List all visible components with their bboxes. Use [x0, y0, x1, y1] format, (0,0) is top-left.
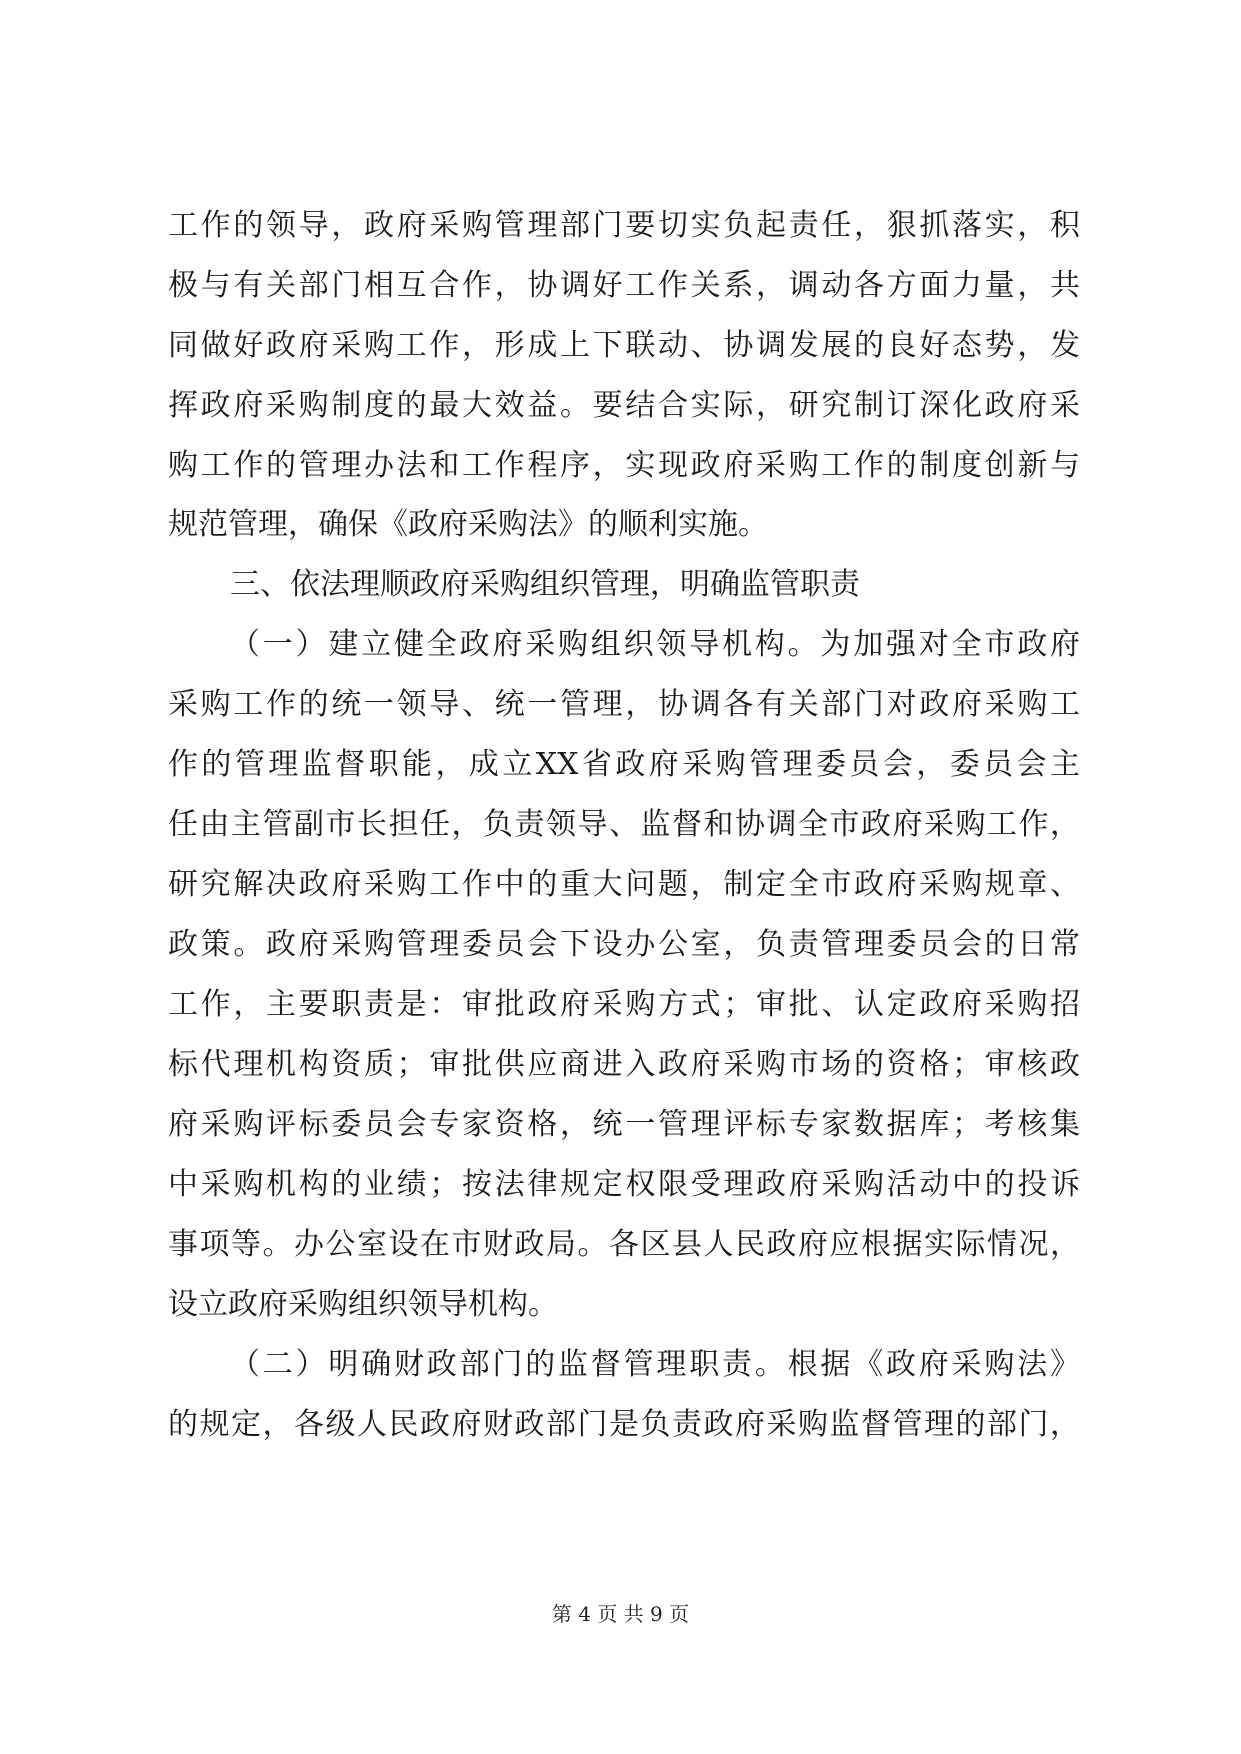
text-line: 极与有关部门相互合作，协调好工作关系，调动各方面力量，共	[168, 268, 1080, 303]
text-line: 购工作的管理办法和工作程序，实现政府采购工作的制度创新与	[168, 448, 1080, 483]
text-line: 府采购评标委员会专家资格，统一管理评标专家数据库；考核集	[168, 1107, 1080, 1142]
page-number-footer: 第 4 页 共 9 页	[551, 1602, 690, 1626]
text-line: 规范管理，确保《政府采购法》的顺利实施。	[168, 507, 768, 542]
text-line: 任由主管副市长担任，负责领导、监督和协调全市政府采购工作，	[168, 807, 1080, 842]
text-line: 设立政府采购组织领导机构。	[168, 1287, 558, 1322]
text-line: 中采购机构的业绩；按法律规定权限受理政府采购活动中的投诉	[168, 1167, 1080, 1202]
section-heading: 三、依法理顺政府采购组织管理，明确监管职责	[230, 567, 860, 602]
text-line: 作的管理监督职能，成立XX省政府采购管理委员会，委员会主	[168, 747, 1080, 782]
text-line: 研究解决政府采购工作中的重大问题，制定全市政府采购规章、	[168, 867, 1080, 902]
text-line: 的规定，各级人民政府财政部门是负责政府采购监督管理的部门，	[168, 1407, 1080, 1442]
text-line: 挥政府采购制度的最大效益。要结合实际，研究制订深化政府采	[168, 388, 1080, 423]
text-line: （二）明确财政部门的监督管理职责。根据《政府采购法》	[230, 1347, 1080, 1382]
text-line: 同做好政府采购工作，形成上下联动、协调发展的良好态势，发	[168, 328, 1080, 363]
text-line: 政策。政府采购管理委员会下设办公室，负责管理委员会的日常	[168, 927, 1080, 962]
text-line: 采购工作的统一领导、统一管理，协调各有关部门对政府采购工	[168, 687, 1080, 722]
text-line: 事项等。办公室设在市财政局。各区县人民政府应根据实际情况，	[168, 1227, 1080, 1262]
text-line: 工作的领导，政府采购管理部门要切实负起责任，狠抓落实，积	[168, 208, 1080, 243]
text-line: 工作，主要职责是：审批政府采购方式；审批、认定政府采购招	[168, 987, 1080, 1022]
text-line: 标代理机构资质；审批供应商进入政府采购市场的资格；审核政	[168, 1047, 1080, 1082]
text-line: （一）建立健全政府采购组织领导机构。为加强对全市政府	[230, 627, 1080, 662]
